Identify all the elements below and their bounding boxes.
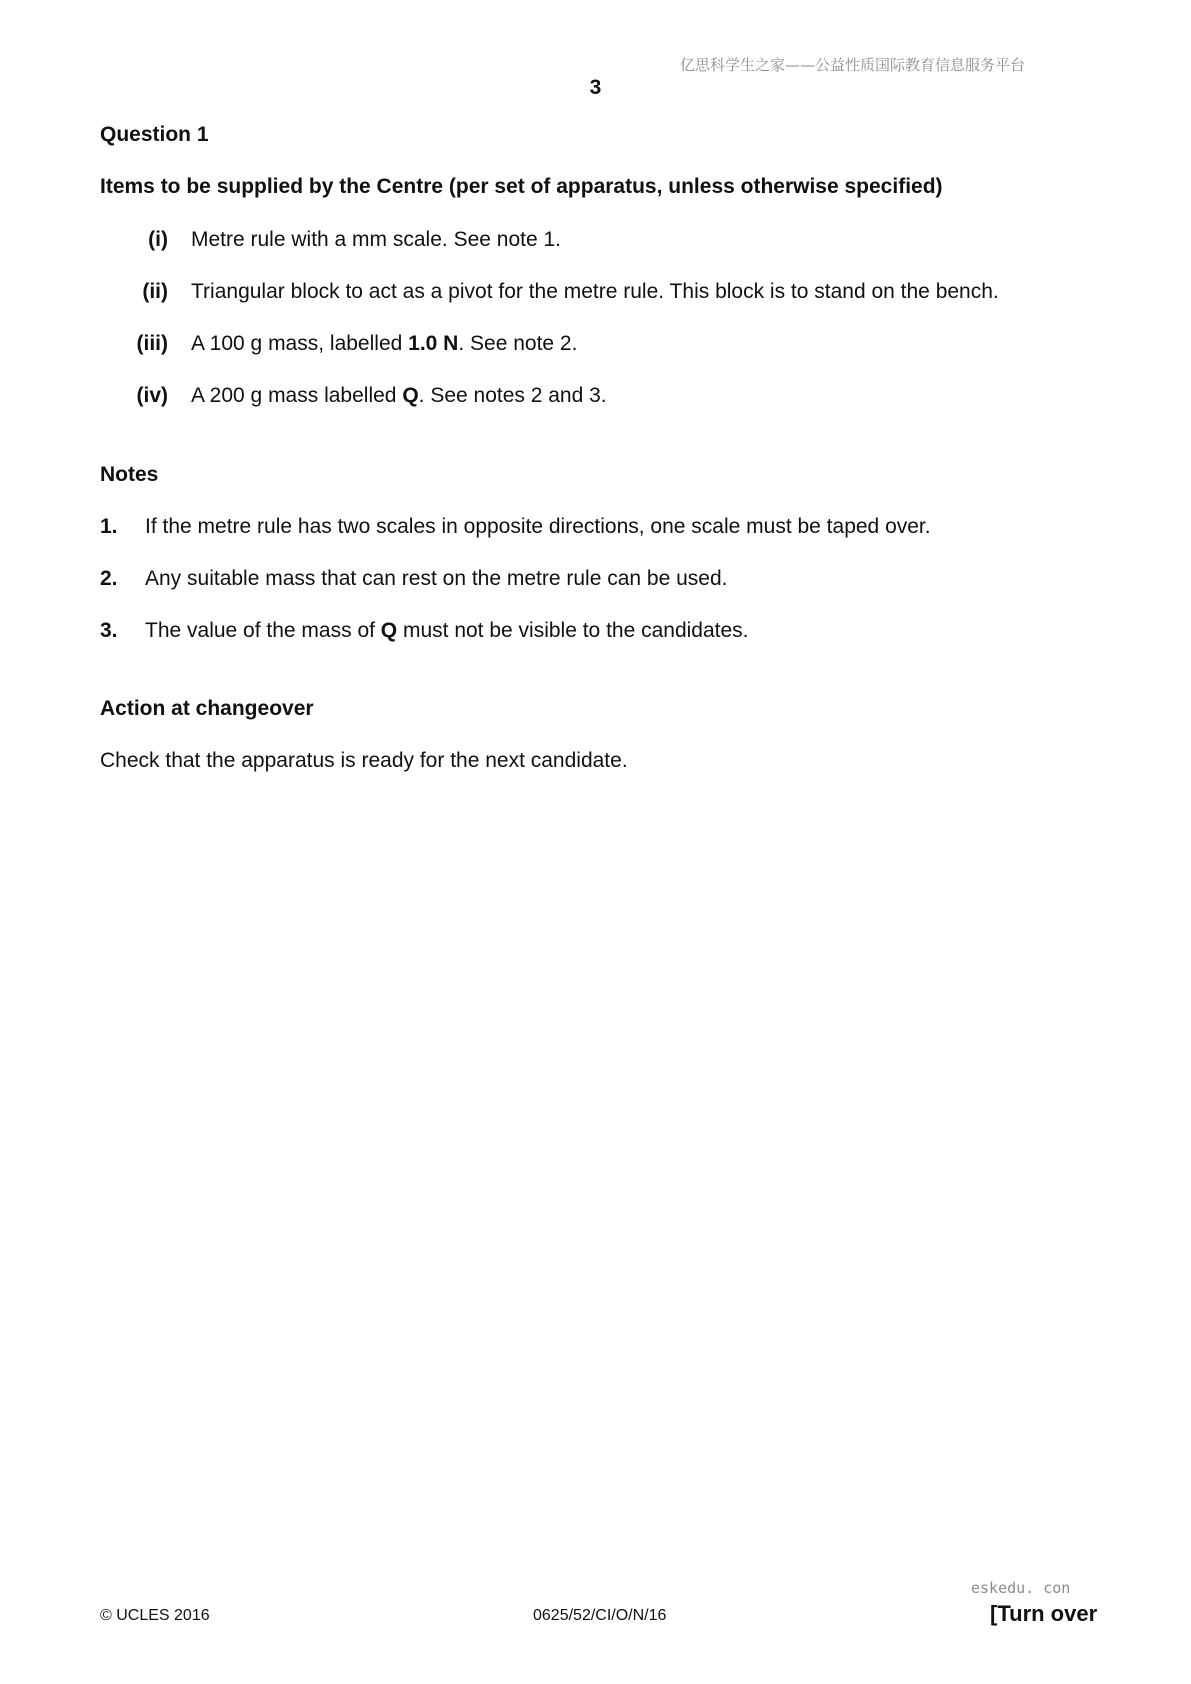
note-number: 1. — [100, 515, 118, 538]
watermark-bottom: eskedu. con — [971, 1579, 1071, 1597]
note-number: 3. — [100, 619, 118, 642]
note-number: 2. — [100, 567, 118, 590]
items-heading: Items to be supplied by the Centre (per set of apparatus, unless otherwise specified) — [100, 175, 943, 198]
item-label: (i) — [148, 228, 168, 251]
action-text: Check that the apparatus is ready for the next candidate. — [100, 749, 628, 772]
item-text: A 100 g mass, labelled 1.0 N. See note 2. — [191, 332, 578, 355]
item-text: Metre rule with a mm scale. See note 1. — [191, 228, 561, 251]
footer-copyright: © UCLES 2016 — [100, 1607, 210, 1624]
note-text: Any suitable mass that can rest on the metre rule can be used. — [145, 567, 728, 590]
item-text: A 200 g mass labelled Q. See notes 2 and 3. — [191, 384, 607, 407]
notes-heading: Notes — [100, 463, 159, 486]
watermark-top: 亿思科学生之家——公益性质国际教育信息服务平台 — [680, 56, 1026, 74]
note-text: If the metre rule has two scales in opposite directions, one scale must be taped over. — [145, 515, 931, 538]
note-text: The value of the mass of Q must not be visible to the candidates. — [145, 619, 749, 642]
action-heading: Action at changeover — [100, 697, 314, 720]
item-label: (iv) — [136, 384, 168, 407]
turn-over-label: [Turn over — [990, 1601, 1098, 1626]
item-label: (iii) — [136, 332, 168, 355]
item-label: (ii) — [142, 280, 168, 303]
footer-code: 0625/52/CI/O/N/16 — [533, 1607, 667, 1624]
item-text: Triangular block to act as a pivot for the metre rule. This block is to stand on the bench. — [191, 280, 999, 303]
question-title: Question 1 — [100, 123, 209, 146]
page-number: 3 — [589, 76, 602, 99]
